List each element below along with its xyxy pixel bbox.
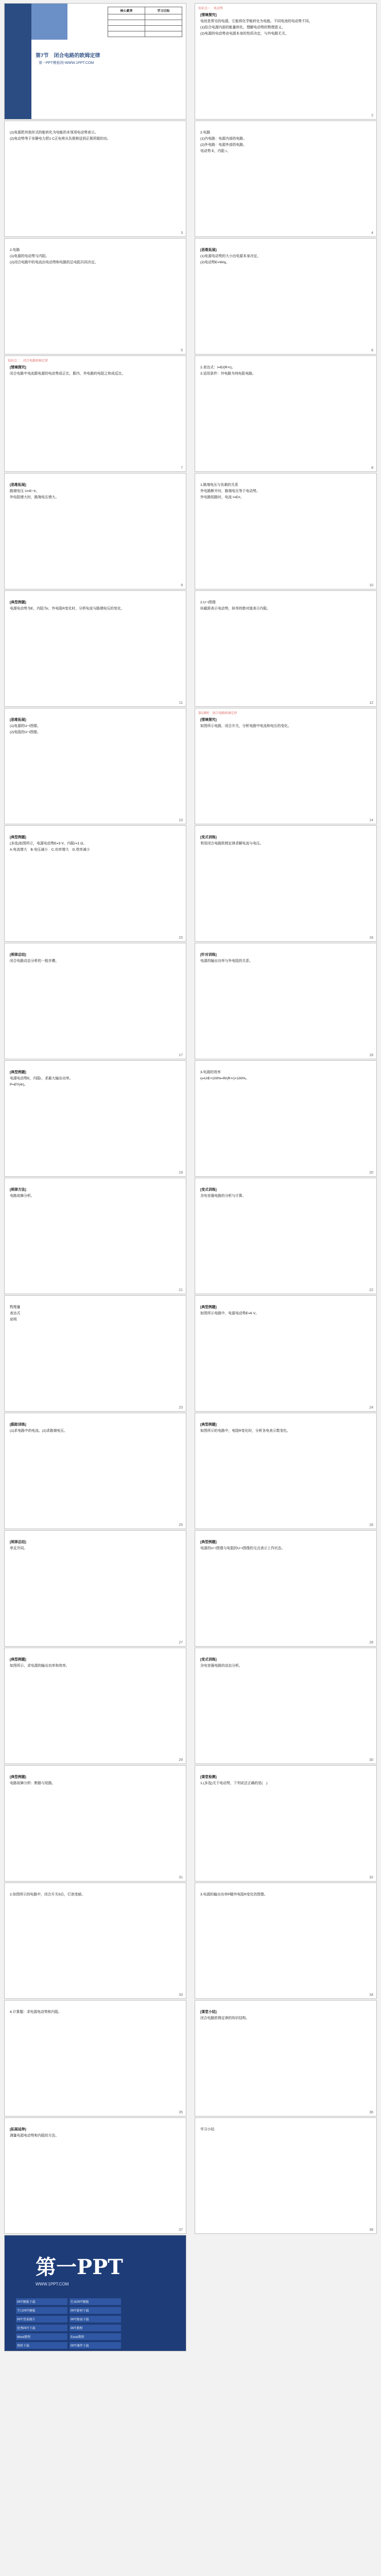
slide-body [200, 718, 371, 730]
text-line: [变式训练] [200, 1658, 217, 1662]
slide [4, 2117, 186, 2234]
text-line: (1)电源的电动势与内阻。 [10, 255, 49, 258]
text-line: [规律总结] [10, 953, 26, 957]
page-number: 38 [369, 2228, 373, 2232]
text-line: 3.适用条件：外电路为纯电阻电路。 [200, 372, 256, 376]
slide-body [10, 1775, 181, 1787]
page-number: 13 [179, 819, 183, 822]
slide-body [200, 600, 371, 613]
slide [195, 1883, 377, 1999]
cover-image [31, 4, 67, 40]
link-cell[interactable]: Excel教程 [70, 2333, 121, 2340]
slide-header: 第1课时 闭合电路欧姆定律 [198, 712, 237, 715]
slide [195, 1060, 377, 1177]
slide [195, 2117, 377, 2234]
text-line: [课堂小结] [200, 2010, 217, 2014]
slide [4, 1648, 186, 1764]
slide-body [200, 2010, 371, 2022]
text-line: P=E²/(4r)。 [10, 1083, 28, 1087]
table-cell [145, 20, 182, 26]
page-number: 17 [179, 1054, 183, 1057]
text-line: 外电路断开时，路端电压等于电动势。 [200, 489, 260, 493]
slide-body [10, 835, 181, 854]
text-line: [思维拓展] [200, 248, 217, 252]
page-number: 2 [371, 114, 373, 117]
text-line: [变式训练] [200, 836, 217, 839]
table-cell [145, 31, 182, 37]
text-line: 闭合电路中电流跟电源的电动势成正比，跟内、外电路的电阻之和成反比。 [10, 372, 126, 376]
text-line: [思维拓展] [10, 483, 26, 487]
slide-body [10, 600, 181, 613]
text-line: [针对训练] [200, 953, 217, 957]
page-number: 9 [181, 584, 183, 587]
slide-body [200, 130, 371, 155]
text-line: 电路故障分析。 [10, 1194, 34, 1198]
page-number: 34 [369, 1993, 373, 1997]
slide-body [200, 2127, 371, 2133]
slide [195, 708, 377, 824]
page-number: 36 [369, 2111, 373, 2114]
text-line: 2.如图所示的电路中，闭合开关S后，灯泡变暗。 [10, 1893, 85, 1896]
slide [195, 121, 377, 237]
link-cell[interactable]: Word教程 [16, 2333, 67, 2340]
slide [195, 1530, 377, 1647]
text-line: 电路故障分析：断路与短路。 [10, 1782, 56, 1785]
text-line: (1)内电路：电源内部的电路。 [200, 137, 247, 141]
link-cell[interactable]: PPT背景图片 [16, 2316, 67, 2323]
site-label: 第一PPT模板网-WWW.1PPT.COM [39, 61, 94, 65]
page-number: 35 [179, 2111, 183, 2114]
text-line: 外电路短路时，电流 I=E/r。 [200, 496, 244, 499]
slide [4, 1883, 186, 1999]
slide [4, 3, 186, 120]
page-number: 16 [369, 936, 373, 940]
slide-body [200, 1305, 371, 1317]
text-line: 如图所示电路中，电源电动势E=6 V。 [200, 1312, 259, 1315]
text-line: 电动势 E，内阻 r。 [200, 149, 231, 153]
slide [4, 473, 186, 589]
text-line: 物理量 [10, 1306, 21, 1309]
slide-body [200, 365, 371, 378]
link-cell[interactable]: PPT教程 [70, 2325, 121, 2331]
page-number: 6 [371, 349, 373, 352]
page-number: 32 [369, 1876, 373, 1879]
slide [4, 1413, 186, 1529]
page-number: 33 [179, 1993, 183, 1997]
page-number: 10 [369, 584, 373, 587]
page-number: 28 [369, 1641, 373, 1645]
table-cell [145, 26, 182, 31]
text-line: 表达式 [10, 1312, 21, 1315]
text-line: 纵截距表示电动势，斜率的绝对值表示内阻。 [200, 607, 270, 611]
text-line: (1)电源的U−I图像。 [10, 724, 41, 728]
slide [195, 590, 377, 707]
page-number: 24 [369, 1406, 373, 1410]
page-number: 3 [181, 231, 183, 235]
text-line: 串反并同。 [10, 1547, 27, 1550]
slide-body [10, 365, 181, 378]
text-line: 电源电动势E，内阻r，求最大输出功率。 [10, 1077, 73, 1080]
slide-body [10, 483, 181, 501]
slide [195, 943, 377, 1059]
text-line: 闭合电路动态分析的一般步骤。 [10, 959, 59, 963]
slide [195, 238, 377, 354]
slide-body [200, 1657, 371, 1670]
text-line: A.电流增大 B.电压减小 C.功率增大 D.效率减小 [10, 848, 90, 852]
page-number: 11 [179, 701, 183, 705]
slide-body [200, 1540, 371, 1552]
text-line: 1.路端电压与负载的关系 [200, 483, 238, 487]
text-line: (1)电源把其他形式的能转化为电能的本领用电动势表示。 [10, 131, 98, 134]
page-number: 19 [179, 1171, 183, 1175]
text-line: [变式训练] [200, 1188, 217, 1192]
text-line: (1)电源电动势的大小由电源本身决定。 [200, 255, 261, 258]
text-line: 2.U−I图像 [200, 601, 216, 604]
slide [195, 2000, 377, 2116]
text-line: (2)外电路：电源外部的电路。 [200, 143, 247, 147]
text-line: 1.(多选)关于电动势，下列说法正确的是( ) [200, 1782, 268, 1785]
text-line: 电源电动势为E，内阻为r，外电阻R变化时，分析电流与路端电压的变化。 [10, 607, 125, 611]
cover-strip [5, 4, 31, 120]
slide-body [200, 248, 371, 266]
table-cell [145, 14, 182, 20]
text-line: [典型例题] [200, 1306, 217, 1309]
table-cell [108, 14, 145, 20]
table-cell [108, 26, 145, 31]
slide [195, 1295, 377, 1412]
text-line: 路端电压 U=E−Ir。 [10, 489, 40, 493]
text-line: [情境探究] [10, 366, 26, 369]
text-line: 如图所示电路，闭合开关，分析电路中电流和电压的变化。 [200, 724, 291, 728]
slide [4, 825, 186, 942]
slide [195, 1413, 377, 1529]
page-number: 25 [179, 1523, 183, 1527]
slide-body [10, 718, 181, 736]
slide-body [10, 130, 181, 143]
text-line: 2.电路 [10, 248, 20, 252]
text-line: 2.电路 [200, 131, 211, 134]
slide [4, 238, 186, 354]
slide [195, 1765, 377, 1882]
page-number: 14 [369, 819, 373, 822]
page-number: 30 [369, 1758, 373, 1762]
logo: 第一PPT [36, 2255, 123, 2279]
link-cell[interactable]: 资料下载 [16, 2342, 67, 2349]
lesson-title: 第7节 闭合电路的欧姆定律 [36, 53, 100, 59]
text-line: 3.电源的输出功率P随外电阻R变化的图像。 [200, 1893, 268, 1896]
slide [195, 355, 377, 472]
text-line: [情境探究] [200, 718, 217, 722]
text-line: 说明 [10, 1318, 17, 1321]
page-number: 26 [369, 1523, 373, 1527]
slide-body [10, 1892, 181, 1899]
page-number: 29 [179, 1758, 183, 1762]
text-line: (2)闭合电路中的电流由电动势和电路的总电阻共同决定。 [10, 261, 98, 264]
slide-header: 知识点二 闭合电路欧姆定律 [8, 360, 48, 363]
slide-body [10, 248, 181, 266]
slide [195, 1648, 377, 1764]
slide [4, 708, 186, 824]
text-line: [典型例题] [10, 836, 26, 839]
text-line: 3.电源的效率 [200, 1071, 221, 1074]
text-line: 测量电源电动势和内阻的方法。 [10, 2134, 59, 2138]
page-number: 12 [369, 701, 373, 705]
text-line: (2)电动势E=W/q。 [200, 261, 230, 264]
page-number: 20 [369, 1171, 373, 1175]
text-line: [情境探究] [200, 13, 217, 17]
link-cell[interactable]: 优秀PPT下载 [16, 2325, 67, 2331]
slide [195, 1178, 377, 1294]
slide-body [10, 2127, 181, 2140]
slide-body [10, 953, 181, 965]
slide-body [200, 1775, 371, 1787]
page-number: 7 [181, 466, 183, 470]
text-line: 学习小结 [200, 2128, 215, 2131]
slide [4, 1178, 186, 1294]
text-line: [规律方法] [10, 1188, 26, 1192]
text-line: [典型例题] [200, 1540, 217, 1544]
text-line: (2)电源的电动势由电源本身的性质决定，与外电路无关。 [200, 32, 289, 36]
slide [4, 121, 186, 237]
slide [4, 1295, 186, 1412]
slide [4, 1060, 186, 1177]
slide-header: 知识点一 电动势 [198, 7, 223, 10]
slide [4, 590, 186, 707]
slide [195, 825, 377, 942]
text-line: η=U/E×100%=R/(R+r)×100%。 [200, 1077, 250, 1080]
table-header: 核心素养 [108, 7, 145, 14]
link-cell[interactable]: 行业PPT模板 [70, 2298, 121, 2305]
page-number: 15 [179, 936, 183, 940]
table-cell [108, 20, 145, 26]
text-line: [课堂检测] [200, 1775, 217, 1779]
text-line: 外电阻增大时，路端电压增大。 [10, 496, 59, 499]
text-line: 如图所示，求电源的输出功率和效率。 [10, 1664, 70, 1668]
slide [4, 1530, 186, 1647]
slide [4, 943, 186, 1059]
page-number: 27 [179, 1641, 183, 1645]
slide-body [200, 1070, 371, 1082]
page-number: 37 [179, 2228, 183, 2232]
link-grid [15, 2297, 175, 2350]
page-number: 18 [369, 1054, 373, 1057]
page-number: 4 [371, 231, 373, 235]
text-line: [典型例题] [200, 1423, 217, 1427]
slide [4, 355, 186, 472]
slide [195, 473, 377, 589]
link-cell[interactable]: PPT图表下载 [70, 2316, 121, 2323]
text-line: 电池是常见的电源，它能将化学能转化为电能。不同电池的电动势不同。 [200, 20, 313, 23]
link-cell[interactable]: PPT课件下载 [70, 2342, 121, 2349]
slide [195, 3, 377, 120]
text-line: (多选)如图所示，电源电动势E=3 V，内阻r=1 Ω。 [10, 842, 86, 845]
page-number: 23 [179, 1406, 183, 1410]
slide-body [10, 1422, 181, 1435]
text-line: 闭合电路欧姆定律的知识结构。 [200, 2016, 250, 2020]
slide-body [200, 1422, 371, 1435]
text-line: [典型例题] [10, 1658, 26, 1662]
logo-tagline: WWW.1PPT.COM [36, 2282, 69, 2286]
slide-body [10, 1070, 181, 1089]
text-line: [典型例题] [10, 1071, 26, 1074]
text-line: [规律总结] [10, 1540, 26, 1544]
text-line: 含电容器电路的分析与计算。 [200, 1194, 246, 1198]
text-line: 2.表达式：I=E/(R+r)。 [200, 366, 235, 369]
link-cell[interactable]: 节日PPT模板 [16, 2307, 67, 2314]
page-number: 21 [179, 1289, 183, 1292]
link-cell[interactable]: PPT素材下载 [70, 2307, 121, 2314]
text-line: (1)结合电源内部的能量转化，理解电动势的物理意义。 [200, 26, 285, 29]
text-line: 如图所示的电路中，电阻R变化时，分析各电表示数变化。 [200, 1429, 290, 1433]
text-line: [跟踪训练] [10, 1423, 26, 1427]
text-line: 4.计算题：求电源电动势和内阻。 [10, 2010, 62, 2014]
page-number: 31 [179, 1876, 183, 1879]
slide-body [200, 13, 371, 38]
page-number: 22 [369, 1289, 373, 1292]
page-number: 8 [371, 466, 373, 470]
slide-body [200, 1892, 371, 1899]
text-line: (2)电阻的U−I图像。 [10, 731, 41, 734]
slide [4, 2000, 186, 2116]
link-cell[interactable]: PPT模板下载 [16, 2298, 67, 2305]
slide-body [10, 1188, 181, 1200]
slide [4, 1765, 186, 1882]
table-header: 学习目标 [145, 7, 182, 14]
slide-body [10, 1540, 181, 1552]
text-line: 电源的输出功率与外电阻的关系。 [200, 959, 253, 963]
slide-body [10, 2010, 181, 2016]
text-line: 利用闭合电路欧姆定律求解电流与电压。 [200, 842, 264, 845]
text-line: (1)求电路中的电流。(2)求路端电压。 [10, 1429, 67, 1433]
slide-body [200, 835, 371, 848]
slide-body [200, 483, 371, 501]
slide-body [10, 1305, 181, 1324]
text-line: 含电容器电路的动态分析。 [200, 1664, 243, 1668]
text-line: [典型例题] [10, 1775, 26, 1779]
text-line: [拓展延伸] [10, 2128, 26, 2131]
text-line: 电源的U−I图像与电阻的U−I图像的交点表示工作状态。 [200, 1547, 285, 1550]
text-line: [思维拓展] [10, 718, 26, 722]
table-cell [108, 31, 145, 37]
objectives-table [108, 7, 182, 37]
slide-body [10, 1657, 181, 1670]
slide-body [200, 953, 371, 965]
slide [4, 2235, 186, 2351]
text-line: (2)电动势等于非静电力把1 C正电荷从负极移送到正极所做的功。 [10, 137, 111, 141]
page-number: 5 [181, 349, 183, 352]
slide-body [200, 1188, 371, 1200]
text-line: [典型例题] [10, 601, 26, 604]
